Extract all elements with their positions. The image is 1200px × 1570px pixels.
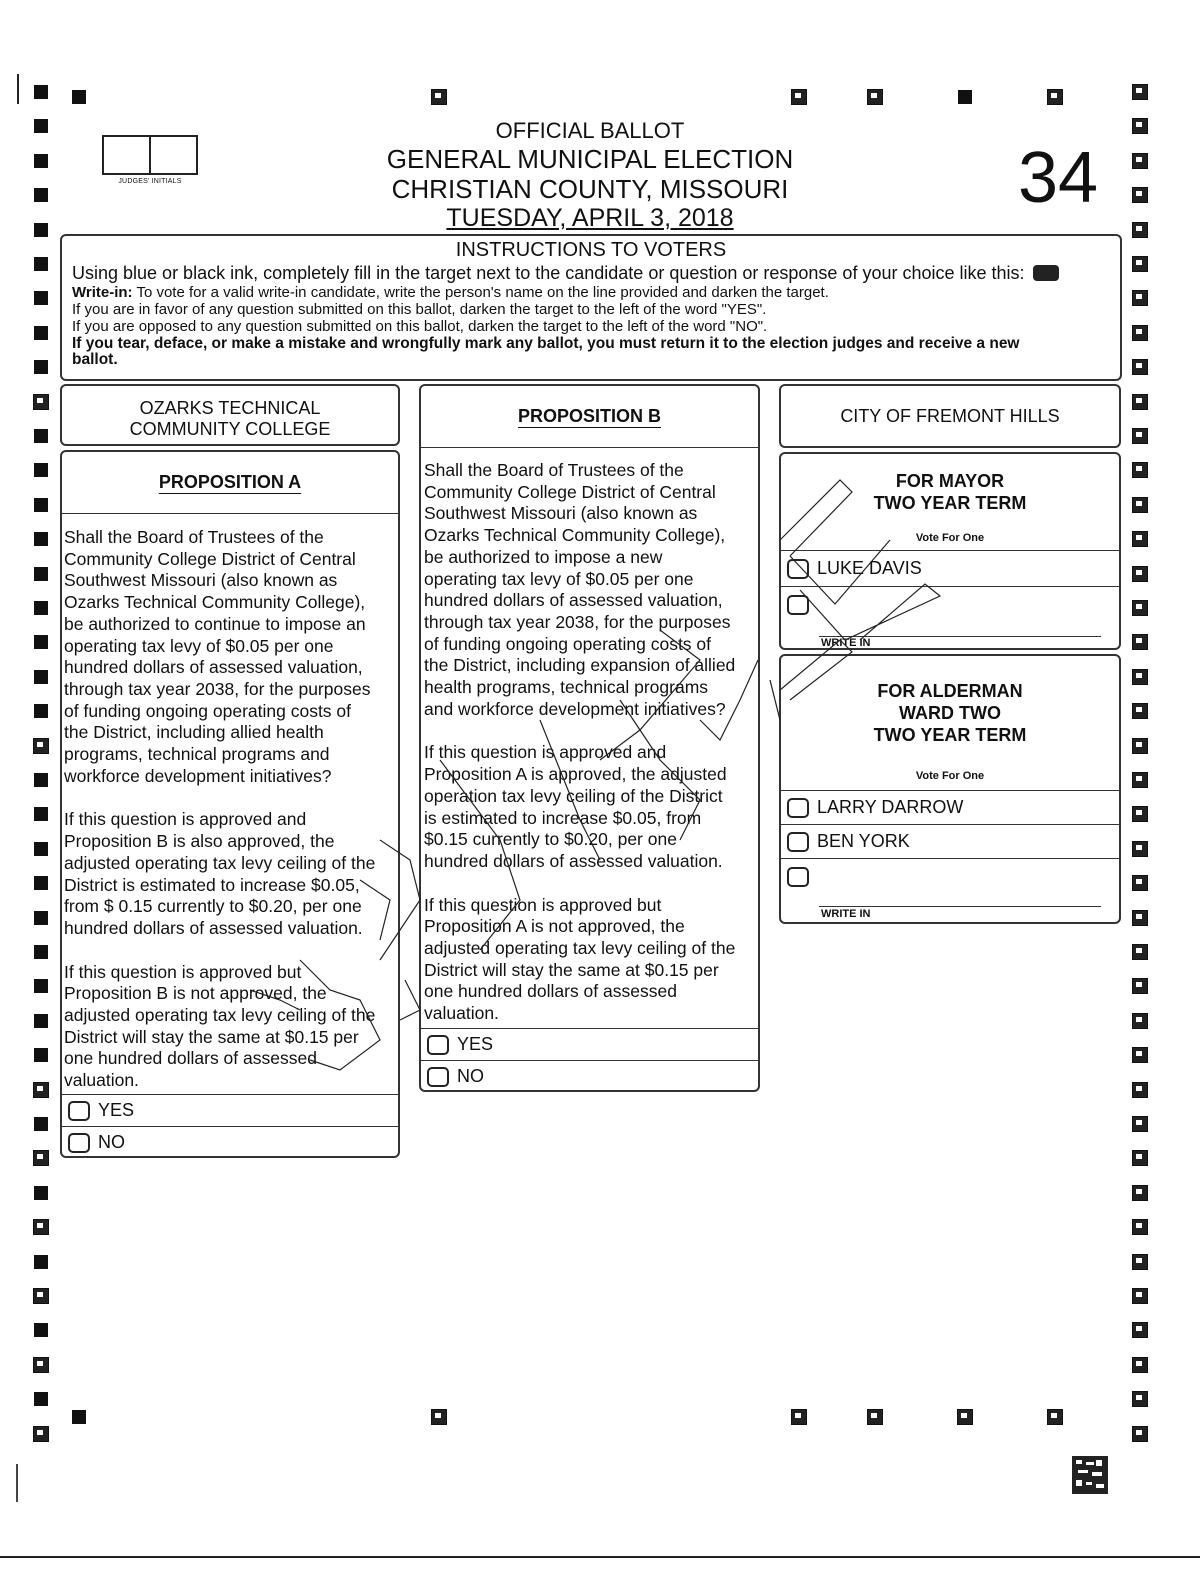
timing-mark bbox=[868, 1410, 882, 1424]
prop-a-yes-target[interactable] bbox=[68, 1101, 90, 1121]
prop-b-paragraph-1 bbox=[424, 460, 735, 720]
prop-b-para1-line: Ozarks Technical Community College), bbox=[424, 525, 726, 546]
timing-mark bbox=[72, 1410, 86, 1424]
prop-b-para2-line: Proposition A is approved, the adjusted bbox=[424, 764, 727, 785]
prop-a-para1-line: workforce development initiatives? bbox=[64, 765, 332, 786]
timing-mark bbox=[1133, 842, 1147, 856]
fremont-hills-heading: CITY OF FREMONT HILLS bbox=[840, 405, 1060, 426]
timing-mark bbox=[1133, 739, 1147, 753]
timing-mark bbox=[1133, 1392, 1147, 1406]
election-date: TUESDAY, APRIL 3, 2018 bbox=[446, 204, 734, 232]
timing-mark bbox=[1133, 119, 1147, 133]
contest-heading-fremont-hills bbox=[779, 384, 1121, 448]
prop-b-para1-line: and workforce development initiatives? bbox=[424, 698, 726, 719]
prop-a-para1-line: be authorized to continue to impose an bbox=[64, 613, 366, 634]
prop-a-para2-line: Proposition B is also approved, the bbox=[64, 831, 335, 852]
timing-mark bbox=[1133, 326, 1147, 340]
prop-b-para1-line: operating tax levy of $0.05 per one bbox=[424, 568, 694, 589]
prop-b-para2-line: is estimated to increase $0.05, from bbox=[424, 807, 702, 828]
timing-mark bbox=[958, 1410, 972, 1424]
timing-mark bbox=[1133, 1151, 1147, 1165]
prop-a-para3-line: one hundred dollars of assessed bbox=[64, 1048, 317, 1069]
instructions-line-no: If you are opposed to any question submitted on this ballot, darken the target to the left of the word "NO". bbox=[72, 318, 768, 335]
prop-a-text bbox=[64, 527, 375, 1092]
prop-a-para3-line: District will stay the same at $0.15 per bbox=[64, 1026, 359, 1047]
alderman-ben-york-label: BEN YORK bbox=[817, 831, 910, 851]
timing-mark bbox=[1133, 876, 1147, 890]
timing-mark bbox=[34, 223, 48, 237]
alderman-candidate-ben-york[interactable] bbox=[781, 824, 1119, 858]
prop-a-paragraph-2 bbox=[64, 809, 375, 939]
alderman-title-line1: FOR ALDERMAN bbox=[877, 681, 1023, 701]
prop-a-para1-line: Southwest Missouri (also known as bbox=[64, 570, 338, 591]
contest-alderman bbox=[779, 654, 1121, 924]
prop-a-para1-line: the District, including allied health bbox=[64, 722, 324, 743]
filled-target-example-icon bbox=[1033, 265, 1059, 281]
timing-mark bbox=[1133, 1220, 1147, 1234]
prop-b-para2-line: $0.15 currently to $0.20, per one bbox=[424, 829, 677, 850]
timing-mark bbox=[34, 1083, 48, 1097]
timing-mark bbox=[1133, 532, 1147, 546]
scan-edge-line bbox=[16, 1464, 18, 1502]
timing-mark bbox=[34, 326, 48, 340]
mayor-candidate-luke-davis[interactable] bbox=[781, 550, 1119, 586]
prop-b-para1-line: hundred dollars of assessed valuation, bbox=[424, 590, 723, 611]
timing-mark bbox=[34, 876, 48, 890]
timing-mark bbox=[1133, 1427, 1147, 1441]
timing-mark bbox=[1048, 90, 1062, 104]
prop-b-para1-line: Southwest Missouri (also known as bbox=[424, 503, 698, 524]
timing-mark bbox=[1133, 429, 1147, 443]
timing-mark bbox=[34, 945, 48, 959]
prop-a-para3-line: valuation. bbox=[64, 1070, 139, 1091]
prop-b-title: PROPOSITION B bbox=[517, 406, 661, 426]
prop-a-para2-line: adjusted operating tax levy ceiling of the bbox=[64, 852, 376, 873]
prop-a-no-target[interactable] bbox=[68, 1133, 90, 1153]
timing-mark bbox=[34, 1255, 48, 1269]
prop-b-para3-line: valuation. bbox=[424, 1003, 499, 1024]
timing-mark bbox=[34, 1014, 48, 1028]
ballot-header bbox=[300, 118, 880, 232]
prop-b-para1-line: of funding ongoing operating costs of bbox=[424, 633, 712, 654]
ballot-style-number: 34 bbox=[1018, 138, 1099, 218]
timing-mark bbox=[1133, 704, 1147, 718]
timing-mark bbox=[34, 601, 48, 615]
timing-mark bbox=[1133, 773, 1147, 787]
prop-b-para3-line: adjusted operating tax levy ceiling of the bbox=[424, 938, 736, 959]
timing-mark bbox=[34, 1323, 48, 1337]
prop-a-no-label: NO bbox=[98, 1132, 125, 1152]
mayor-vote-for: Vote For One bbox=[915, 532, 985, 544]
prop-b-para1-line: health programs, technical programs bbox=[424, 677, 709, 698]
timing-mark bbox=[72, 90, 86, 104]
writein-label: Write-in: bbox=[72, 284, 133, 301]
timing-mark bbox=[1133, 154, 1147, 168]
timing-mark bbox=[34, 498, 48, 512]
timing-mark bbox=[34, 1358, 48, 1372]
prop-b-no-target[interactable] bbox=[427, 1067, 449, 1087]
mayor-write-in-label: WRITE IN bbox=[821, 637, 871, 649]
mayor-write-in-target[interactable] bbox=[787, 595, 809, 615]
timing-mark bbox=[34, 979, 48, 993]
timing-mark bbox=[34, 360, 48, 374]
timing-mark bbox=[432, 1410, 446, 1424]
timing-mark bbox=[1133, 567, 1147, 581]
timing-mark bbox=[868, 90, 882, 104]
timing-mark bbox=[34, 704, 48, 718]
prop-a-para2-line: hundred dollars of assessed valuation. bbox=[64, 917, 363, 938]
prop-b-yes-target[interactable] bbox=[427, 1035, 449, 1055]
instructions-box bbox=[60, 234, 1122, 381]
instructions-title: INSTRUCTIONS TO VOTERS bbox=[455, 239, 727, 261]
prop-a-no-option[interactable] bbox=[62, 1126, 398, 1158]
timing-mark bbox=[1133, 1323, 1147, 1337]
alderman-ben-york-target[interactable] bbox=[787, 832, 809, 852]
instructions-line-mistake-cont: ballot. bbox=[72, 352, 118, 367]
timing-mark bbox=[34, 842, 48, 856]
timing-mark bbox=[1133, 807, 1147, 821]
contest-proposition-b bbox=[419, 384, 760, 1092]
prop-a-title-row bbox=[62, 452, 398, 514]
timing-mark bbox=[1133, 1083, 1147, 1097]
timing-mark bbox=[34, 739, 48, 753]
timing-mark bbox=[1133, 85, 1147, 99]
mayor-title-line1: FOR MAYOR bbox=[895, 471, 1005, 491]
page-bottom-border bbox=[0, 1556, 1200, 1558]
timing-mark bbox=[1133, 1358, 1147, 1372]
timing-mark bbox=[1133, 979, 1147, 993]
prop-a-para1-line: through tax year 2038, for the purposes bbox=[64, 678, 371, 699]
alderman-vote-for: Vote For One bbox=[915, 770, 985, 782]
scan-edge-line bbox=[17, 74, 19, 104]
judges-initials-label: JUDGES' INITIALS bbox=[118, 178, 182, 185]
timing-mark bbox=[34, 85, 48, 99]
prop-a-title: PROPOSITION A bbox=[158, 472, 302, 492]
prop-a-paragraph-1 bbox=[64, 527, 375, 787]
timing-mark bbox=[34, 532, 48, 546]
timing-mark bbox=[34, 1289, 48, 1303]
election-name: GENERAL MUNICIPAL ELECTION bbox=[386, 144, 794, 174]
prop-b-title-row bbox=[421, 386, 758, 448]
timing-mark bbox=[1133, 1255, 1147, 1269]
timing-mark bbox=[34, 257, 48, 271]
prop-a-para1-line: Ozarks Technical Community College), bbox=[64, 592, 366, 613]
alderman-write-in-label: WRITE IN bbox=[821, 908, 871, 920]
timing-mark bbox=[34, 807, 48, 821]
prop-a-para1-line: of funding ongoing operating costs of bbox=[64, 700, 352, 721]
prop-b-para1-line: be authorized to impose a new bbox=[424, 546, 663, 567]
timing-mark bbox=[34, 119, 48, 133]
timing-mark bbox=[34, 188, 48, 202]
instructions-ink-text: Using blue or black ink, completely fill in the target next to the candidate or question or response of your choice like this: bbox=[72, 263, 1025, 283]
alderman-title bbox=[781, 680, 1119, 746]
timing-mark bbox=[792, 1410, 806, 1424]
timing-mark bbox=[1133, 291, 1147, 305]
timing-mark bbox=[34, 567, 48, 581]
mayor-luke-davis-label: LUKE DAVIS bbox=[817, 558, 922, 578]
timing-mark bbox=[34, 1186, 48, 1200]
timing-mark bbox=[1133, 1186, 1147, 1200]
timing-mark bbox=[1133, 670, 1147, 684]
timing-mark bbox=[1133, 360, 1147, 374]
prop-b-yes-option[interactable] bbox=[421, 1028, 758, 1060]
timing-mark bbox=[432, 90, 446, 104]
writein-text: To vote for a valid write-in candidate, write the person's name on the line provided and darken the target. bbox=[132, 284, 829, 301]
timing-mark bbox=[958, 90, 972, 104]
prop-b-para2-line: hundred dollars of assessed valuation. bbox=[424, 850, 723, 871]
prop-a-para1-line: programs, technical programs and bbox=[64, 744, 330, 765]
alderman-write-in-target[interactable] bbox=[787, 867, 809, 887]
timing-mark bbox=[34, 1392, 48, 1406]
prop-b-para3-line: District will stay the same at $0.15 per bbox=[424, 959, 719, 980]
prop-b-text bbox=[424, 460, 735, 1025]
prop-a-para1-line: operating tax levy of $0.05 per one bbox=[64, 635, 334, 656]
timing-mark bbox=[1133, 945, 1147, 959]
contest-heading-otc bbox=[60, 384, 400, 446]
alderman-title-line3: TWO YEAR TERM bbox=[873, 725, 1027, 745]
timing-mark bbox=[34, 291, 48, 305]
prop-b-para3-line: If this question is approved but bbox=[424, 894, 662, 915]
otc-heading-line1: OZARKS TECHNICAL bbox=[139, 398, 321, 418]
alderman-title-line2: WARD TWO bbox=[899, 703, 1001, 723]
alderman-write-in-line[interactable] bbox=[819, 906, 1101, 907]
prop-b-para1-line: the District, including expansion of allied bbox=[424, 655, 736, 676]
timing-mark bbox=[1133, 1014, 1147, 1028]
prop-a-paragraph-3 bbox=[64, 962, 375, 1092]
alderman-larry-darrow-target[interactable] bbox=[787, 798, 809, 818]
prop-a-para1-line: Community College District of Central bbox=[64, 548, 356, 569]
timing-mark bbox=[34, 395, 48, 409]
timing-mark bbox=[1133, 1117, 1147, 1131]
timing-mark bbox=[34, 154, 48, 168]
timing-mark bbox=[1133, 257, 1147, 271]
timing-mark bbox=[34, 773, 48, 787]
timing-mark bbox=[1133, 601, 1147, 615]
prop-a-para3-line: If this question is approved but bbox=[64, 961, 302, 982]
prop-a-para2-line: from $ 0.15 currently to $0.20, per one bbox=[64, 896, 362, 917]
prop-a-yes-option[interactable] bbox=[62, 1094, 398, 1126]
prop-b-yes-label: YES bbox=[457, 1034, 494, 1054]
prop-b-para1-line: Shall the Board of Trustees of the bbox=[424, 460, 684, 480]
instructions-line-ink bbox=[72, 262, 1110, 284]
contest-mayor bbox=[779, 452, 1121, 650]
prop-b-para2-line: If this question is approved and bbox=[424, 742, 667, 763]
alderman-larry-darrow-label: LARRY DARROW bbox=[817, 797, 964, 817]
timing-mark bbox=[1133, 911, 1147, 925]
prop-b-para3-line: Proposition A is not approved, the bbox=[424, 916, 685, 937]
prop-a-para2-line: District is estimated to increase $0.05, bbox=[64, 874, 360, 895]
timing-mark bbox=[34, 1048, 48, 1062]
prop-a-para2-line: If this question is approved and bbox=[64, 809, 307, 830]
timing-mark bbox=[1133, 498, 1147, 512]
timing-mark bbox=[1133, 223, 1147, 237]
prop-b-paragraph-3 bbox=[424, 895, 735, 1025]
timing-mark bbox=[34, 1220, 48, 1234]
prop-b-paragraph-2 bbox=[424, 742, 735, 872]
prop-a-para3-line: Proposition B is not approved, the bbox=[64, 983, 327, 1004]
timing-mark bbox=[34, 670, 48, 684]
timing-mark bbox=[34, 1117, 48, 1131]
prop-b-para2-line: operation tax levy ceiling of the District bbox=[424, 785, 723, 806]
timing-mark bbox=[34, 911, 48, 925]
instructions-line-mistake: If you tear, deface, or make a mistake and wrongfully mark any ballot, you must return it to the election judges and receive a new bbox=[72, 335, 1020, 352]
timing-mark bbox=[34, 429, 48, 443]
prop-a-para1-line: hundred dollars of assessed valuation, bbox=[64, 657, 363, 678]
prop-a-para1-line: Shall the Board of Trustees of the bbox=[64, 527, 324, 547]
timing-mark bbox=[1133, 188, 1147, 202]
ballot-title: OFFICIAL BALLOT bbox=[495, 118, 685, 143]
mayor-title bbox=[781, 470, 1119, 514]
county-name: CHRISTIAN COUNTY, MISSOURI bbox=[391, 174, 789, 204]
timing-mark bbox=[792, 90, 806, 104]
timing-mark bbox=[34, 463, 48, 477]
prop-b-no-option[interactable] bbox=[421, 1060, 758, 1092]
instructions-line-yes: If you are in favor of any question submitted on this ballot, darken the target to the left of the word "YES". bbox=[72, 301, 767, 318]
prop-b-para1-line: through tax year 2038, for the purposes bbox=[424, 611, 731, 632]
prop-b-no-label: NO bbox=[457, 1066, 484, 1086]
prop-a-yes-label: YES bbox=[98, 1100, 135, 1120]
ballot-barcode-icon bbox=[1072, 1456, 1108, 1494]
otc-heading-line2: COMMUNITY COLLEGE bbox=[129, 419, 331, 439]
timing-mark bbox=[34, 1151, 48, 1165]
timing-mark bbox=[1133, 463, 1147, 477]
alderman-candidate-larry-darrow[interactable] bbox=[781, 790, 1119, 824]
judge-initial-cell-1[interactable] bbox=[104, 137, 151, 173]
timing-mark bbox=[1048, 1410, 1062, 1424]
contest-proposition-a bbox=[60, 450, 400, 1158]
timing-mark bbox=[1133, 1289, 1147, 1303]
timing-mark bbox=[34, 1427, 48, 1441]
prop-b-para1-line: Community College District of Central bbox=[424, 481, 716, 502]
timing-mark bbox=[1133, 635, 1147, 649]
timing-mark bbox=[1133, 1048, 1147, 1062]
instructions-line-writein bbox=[72, 284, 1110, 301]
prop-b-para3-line: one hundred dollars of assessed bbox=[424, 981, 677, 1002]
prop-a-para3-line: adjusted operating tax levy ceiling of the bbox=[64, 1005, 376, 1026]
judge-initial-cell-2[interactable] bbox=[151, 137, 196, 173]
mayor-title-line2: TWO YEAR TERM bbox=[873, 493, 1027, 513]
mayor-luke-davis-target[interactable] bbox=[787, 559, 809, 579]
timing-mark bbox=[1133, 395, 1147, 409]
judges-initials-box[interactable] bbox=[102, 135, 198, 175]
timing-mark bbox=[34, 635, 48, 649]
